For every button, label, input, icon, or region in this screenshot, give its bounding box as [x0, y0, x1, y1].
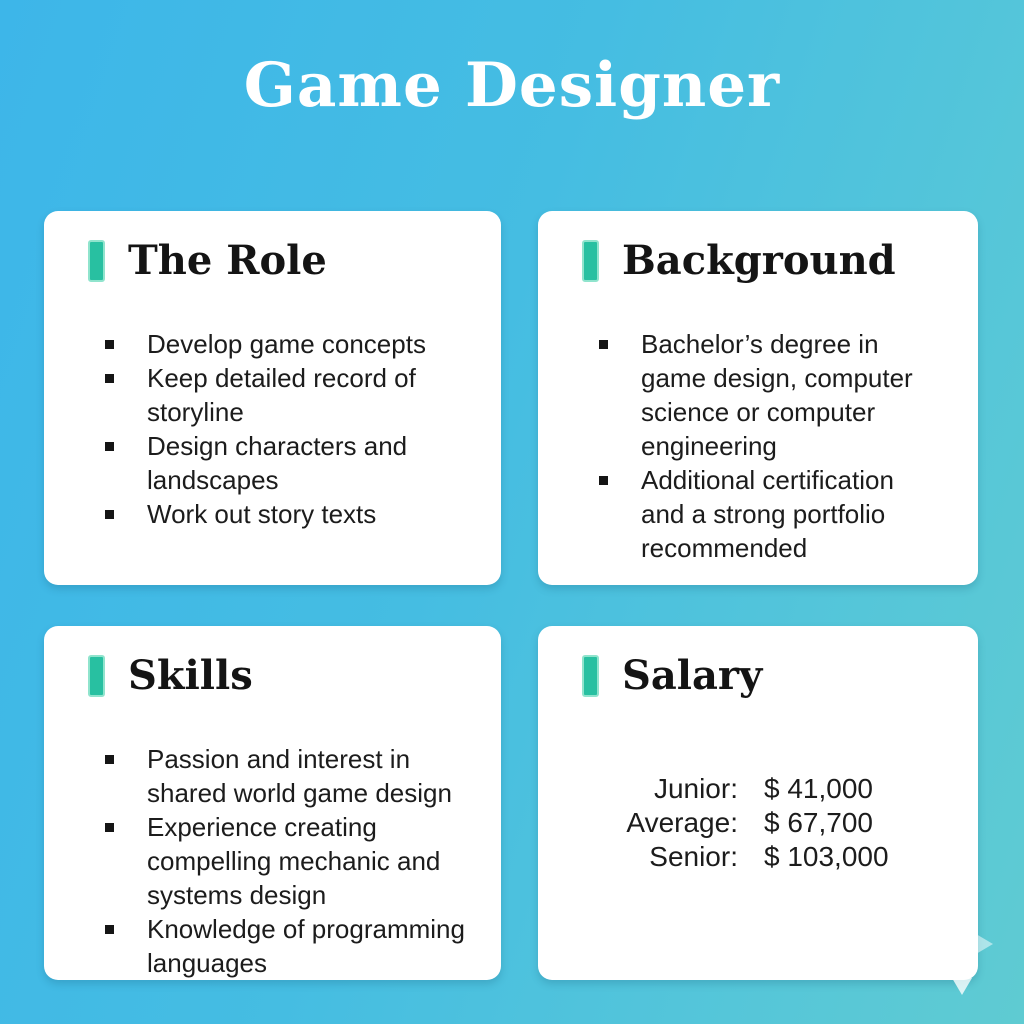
list-item	[599, 327, 933, 463]
salary-label: Junior:	[653, 773, 738, 804]
card-title: The Role	[128, 237, 327, 284]
bullet-square-icon	[599, 476, 608, 485]
list-item	[105, 361, 473, 429]
list-item-text: Develop game concepts	[147, 329, 426, 359]
bullet-square-icon	[105, 925, 114, 934]
bullet-list	[582, 327, 933, 565]
list-item	[105, 327, 473, 361]
card-skills	[44, 626, 501, 980]
bullet-square-icon	[105, 340, 114, 349]
list-item-text: Experience creating compelling mechanic and systems design	[147, 812, 441, 910]
bullet-list	[88, 327, 473, 531]
page-title: Game Designer	[243, 50, 781, 121]
list-item-text: Passion and interest in shared world game design	[147, 744, 452, 808]
list-item	[599, 463, 933, 565]
salary-value: $ 41,000	[763, 773, 873, 804]
card-background	[538, 211, 978, 585]
card-title: Background	[622, 237, 896, 284]
list-item-text: Additional certification and a strong portfolio recommended	[641, 465, 894, 563]
bullet-list	[88, 742, 473, 980]
list-item-text: Keep detailed record of storyline	[147, 363, 416, 427]
bullet-square-icon	[105, 823, 114, 832]
card-header	[88, 237, 473, 285]
list-item-text: Knowledge of programming languages	[147, 914, 465, 978]
salary-value: $ 67,700	[763, 807, 873, 838]
list-item	[105, 810, 473, 912]
card-header	[582, 652, 933, 700]
accent-bar-icon	[88, 655, 105, 697]
card-the-role	[44, 211, 501, 585]
list-item-text: Work out story texts	[147, 499, 377, 529]
card-header	[88, 652, 473, 700]
salary-label: Average:	[626, 807, 738, 838]
list-item-text: Bachelor’s degree in game design, computer science or computer engineering	[641, 329, 913, 461]
salary-label: Senior:	[649, 841, 738, 872]
decorative-triangle-down-icon	[952, 978, 972, 995]
list-item	[105, 429, 473, 497]
bullet-square-icon	[599, 340, 608, 349]
list-item	[105, 912, 473, 980]
card-header	[582, 237, 933, 285]
bullet-square-icon	[105, 755, 114, 764]
list-item	[105, 497, 473, 531]
salary-value: $ 103,000	[763, 841, 889, 872]
list-item	[105, 742, 473, 810]
card-salary	[538, 626, 978, 980]
salary-table	[626, 772, 888, 874]
decorative-triangle-right-icon	[976, 934, 993, 954]
accent-bar-icon	[582, 240, 599, 282]
card-title: Salary	[622, 652, 763, 699]
bullet-square-icon	[105, 510, 114, 519]
card-grid	[44, 211, 978, 980]
card-title: Skills	[128, 652, 253, 699]
bullet-square-icon	[105, 374, 114, 383]
accent-bar-icon	[88, 240, 105, 282]
accent-bar-icon	[582, 655, 599, 697]
list-item-text: Design characters and landscapes	[147, 431, 408, 495]
bullet-square-icon	[105, 442, 114, 451]
